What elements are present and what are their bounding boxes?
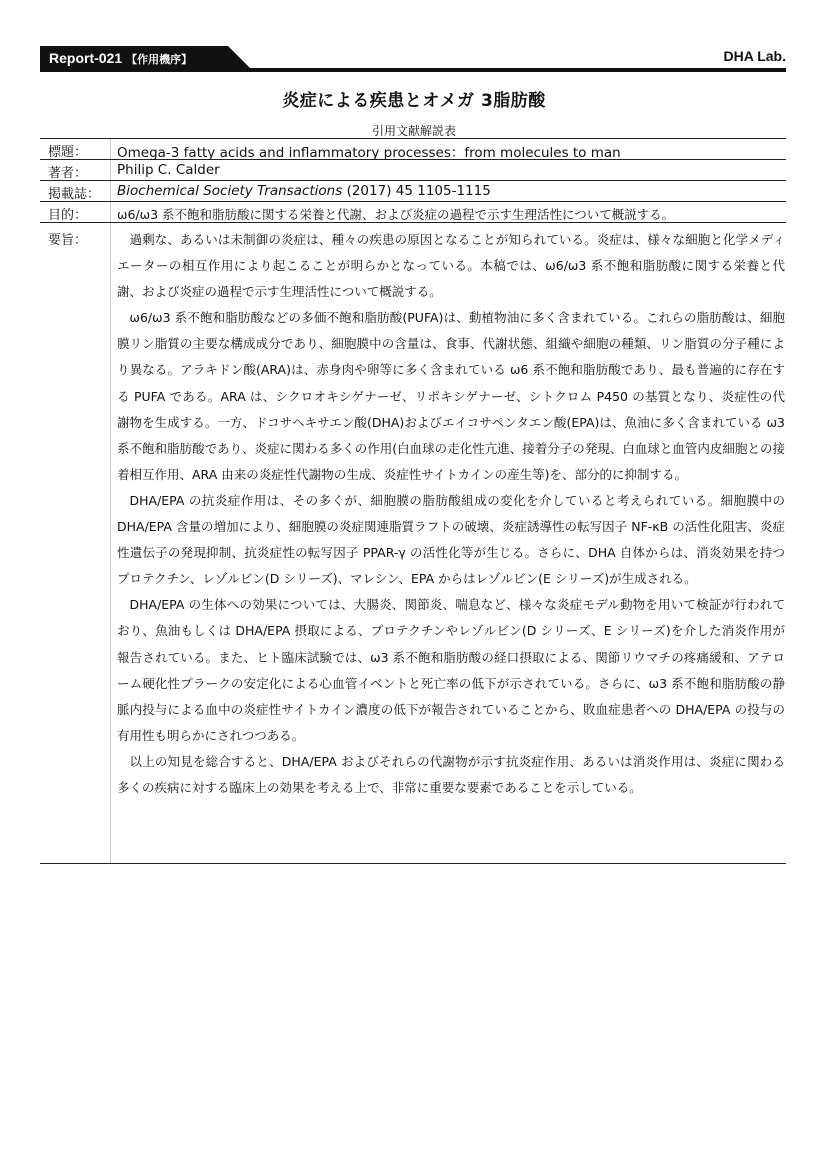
journal-name: Biochemical Society Transactions	[117, 183, 343, 199]
table-bottom-rule	[40, 863, 786, 864]
document-subtitle: 引用文献解説表	[371, 124, 456, 138]
citation-author-value: Philip C. Calder	[117, 162, 220, 178]
abstract-paragraph: 過剰な、あるいは未制御の炎症は、種々の疾患の原因となることが知られている。炎症は、様々な細胞と化学メディエーターの相互作用により起こることが明らかとなっている。本稿では、ω6/ω3 系不飽和脂肪酸に関する栄養と代謝、および炎症の過程で示す生理活性について概説する。	[117, 232, 785, 300]
report-header	[40, 46, 786, 72]
citation-journal-label: 掲載誌：	[48, 187, 101, 202]
report-id-tab	[40, 46, 228, 72]
abstract-paragraph: ω6/ω3 系不飽和脂肪酸などの多価不飽和脂肪酸(PUFA)は、動植物油に多く含まれている。これらの脂肪酸は、細胞膜リン脂質の主要な構成成分であり、細胞膜中の含量は、食事、代謝状態、組織や細胞の種類、リン脂質の分子種により異なる。アラキドン酸(ARA)は、赤身肉や卵等に多く含まれている ω6 系不飽和脂肪酸であり、最も普遍的に存在する PUFA である。ARA は、シクロオキシゲナーゼ、リポキシゲナーゼ、シトクロム P450 の基質となり、炎症性の代謝物を生成する。一方、ドコサヘキサエン酸(DHA)およびエイコサペンタエン酸(EPA)は、魚油に多く含まれている ω3 系不飽和脂肪酸であり、炎症に関わる多くの作用(白血球の走化性亢進、接着分子の発現、白血球と血管内皮細胞との接着相互作用、ARA 由来の炎症性代謝物の生成、炎症性サイトカインの産生等)を、部分的に抑制する。	[117, 310, 785, 482]
citation-row-purpose	[40, 202, 786, 223]
abstract-body	[117, 227, 785, 801]
citation-row-journal	[40, 181, 786, 202]
citation-purpose-label: 目的：	[48, 208, 88, 223]
brand-name: DHA Lab.	[723, 48, 786, 64]
citation-title-label: 標題：	[48, 145, 88, 160]
abstract-paragraph: DHA/EPA の生体への効果については、大腸炎、関節炎、喘息など、様々な炎症モデル動物を用いて検証が行われており、魚油もしくは DHA/EPA 摂取による、プロテクチンやレゾルビン(D シリーズ、E シリーズ)を介した消炎作用が報告されている。また、ヒト臨床試験では、ω3 系不飽和脂肪酸の経口摂取による、関節リウマチの疼痛緩和、アテローム硬化性プラークの安定化による心血管イベントと死亡率の低下が示されている。さらに、ω3 系不飽和脂肪酸の静脈内投与による血中の炎症性サイトカイン濃度の低下が報告されていることから、敗血症患者への DHA/EPA の投与の有用性も明らかにされつつある。	[117, 597, 785, 743]
report-id: Report-021	[49, 50, 123, 66]
document-title: 炎症による疾患とオメガ 3脂肪酸	[282, 91, 546, 111]
citation-row-title	[40, 138, 786, 160]
abstract-paragraph: DHA/EPA の抗炎症作用は、その多くが、細胞膜の脂肪酸組成の変化を介していると考えられている。細胞膜中の DHA/EPA 含量の増加により、細胞膜の炎症関連脂質ラフトの破壊、炎症誘導性の転写因子 NF-κB の活性化阻害、炎症性遺伝子の発現抑制、抗炎症性の転写因子 PPAR-γ の活性化等が生じる。さらに、DHA 自体からは、消炎効果を持つプロテクチン、レゾルビン(D シリーズ)、マレシン、EPA からはレゾルビン(E シリーズ)が生成される。	[117, 492, 785, 587]
label-column-divider	[110, 138, 111, 864]
citation-journal-value	[117, 183, 491, 199]
citation-row-author	[40, 160, 786, 181]
report-category: 【作用機序】	[126, 53, 193, 66]
citation-purpose-value: ω6/ω3 系不飽和脂肪酸に関する栄養と代謝、および炎症の過程で示す生理活性について概説する。	[117, 207, 675, 222]
citation-table	[40, 138, 786, 223]
journal-detail: (2017) 45 1105-1115	[342, 183, 491, 199]
report-id-text	[49, 50, 192, 67]
citation-title-value: Omega-3 fatty acids and inflammatory processes：from molecules to man	[117, 145, 621, 161]
abstract-paragraph: 以上の知見を総合すると、DHA/EPA およびそれらの代謝物が示す抗炎症作用、あるいは消炎作用は、炎症に関わる多くの疾病に対する臨床上の効果を考える上で、非常に重要な要素であることを示している。	[117, 753, 785, 795]
abstract-label: 要旨：	[48, 233, 88, 248]
citation-author-label: 著者：	[48, 166, 88, 181]
